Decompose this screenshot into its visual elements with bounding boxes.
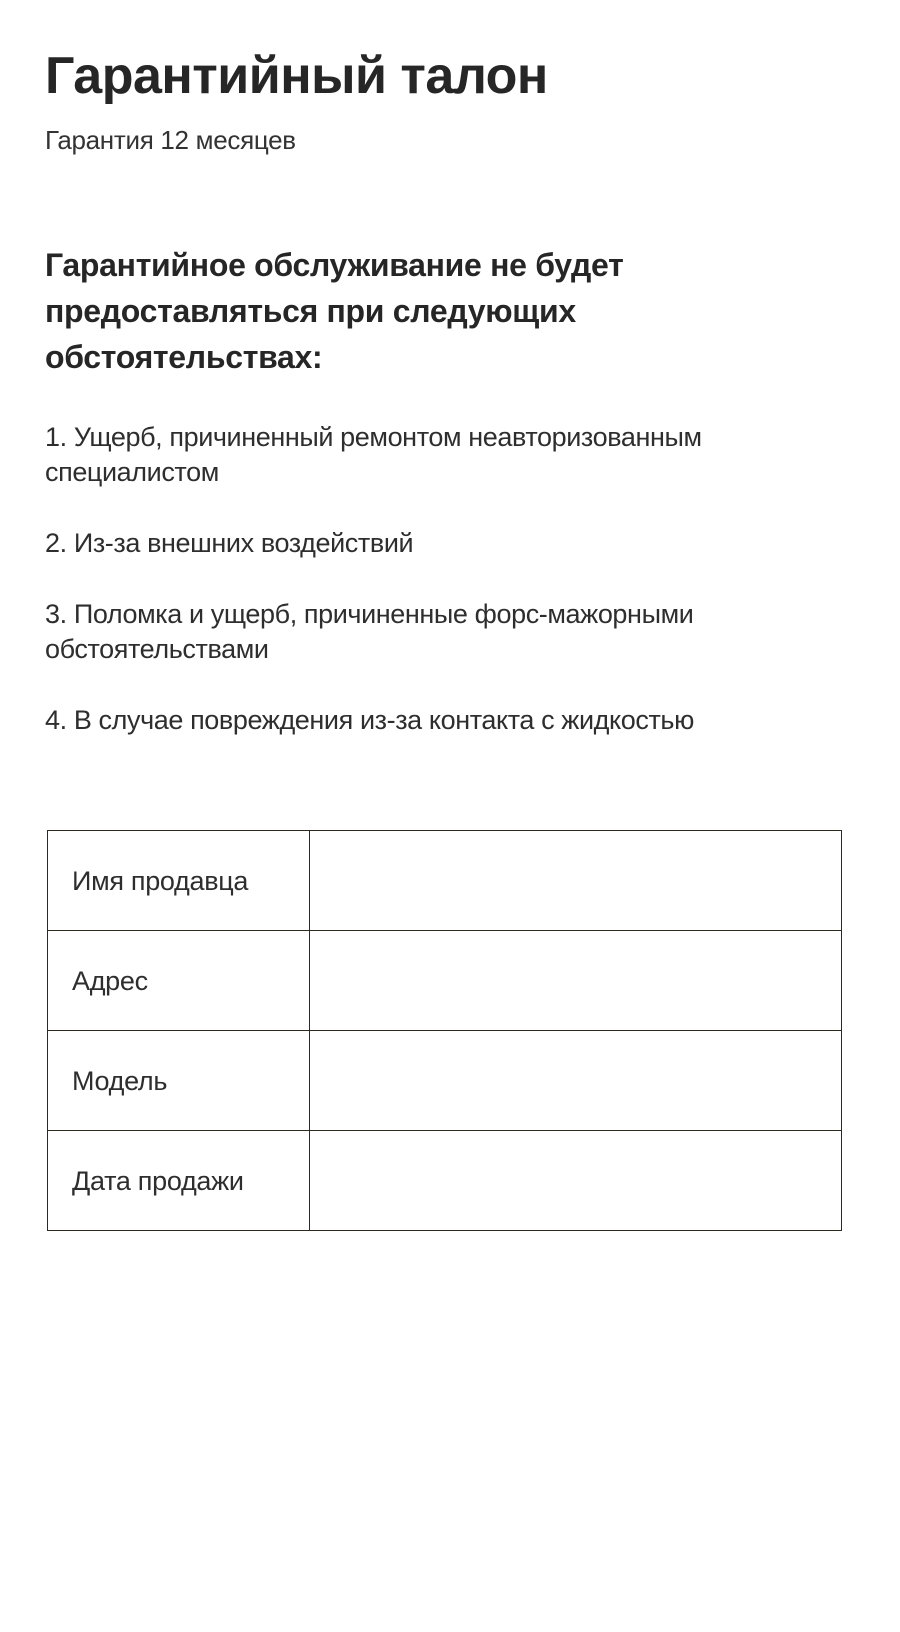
table-row	[48, 1031, 842, 1131]
warranty-period: Гарантия 12 месяцев	[45, 125, 296, 155]
table-row	[48, 831, 842, 931]
exclusions-heading: Гарантийное обслуживание не будет предоставляться при следующих обстоятельствах:	[45, 247, 624, 375]
exclusion-item-3: 3. Поломка и ущерб, причиненные форс-мажорными обстоятельствами	[45, 599, 694, 664]
seller-name-label: Имя продавца	[48, 831, 310, 931]
table-row	[48, 1131, 842, 1231]
model-label: Модель	[48, 1031, 310, 1131]
sale-date-label: Дата продажи	[48, 1131, 310, 1231]
seller-name-field	[310, 831, 842, 931]
exclusion-item-2: 2. Из-за внешних воздействий	[45, 528, 414, 558]
exclusions-list	[45, 420, 845, 774]
page-title: Гарантийный талон	[45, 47, 548, 105]
address-label: Адрес	[48, 931, 310, 1031]
seller-info-table	[47, 830, 842, 1231]
table-row	[48, 931, 842, 1031]
address-field	[310, 931, 842, 1031]
exclusion-item-4: 4. В случае повреждения из-за контакта с жидкостью	[45, 705, 694, 735]
sale-date-field	[310, 1131, 842, 1231]
model-field	[310, 1031, 842, 1131]
exclusion-item-1: 1. Ущерб, причиненный ремонтом неавторизованным специалистом	[45, 422, 702, 487]
